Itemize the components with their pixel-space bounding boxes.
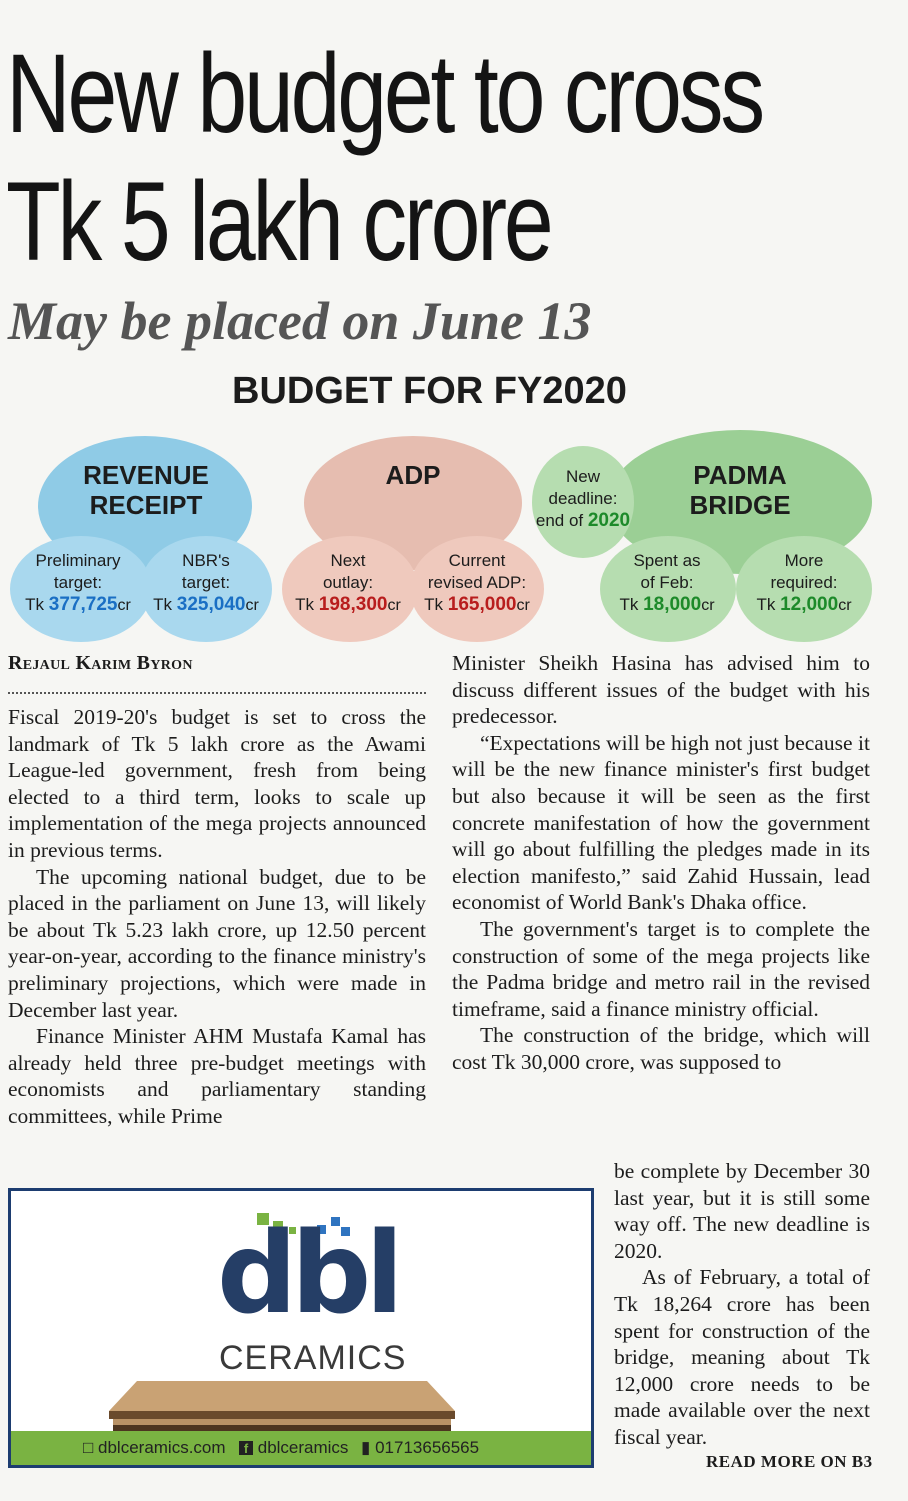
revenue-preliminary-target: Preliminary target: Tk 377,725cr (25, 551, 131, 615)
ad-brand-logo: dbl (217, 1209, 398, 1339)
paragraph: Fiscal 2019-20's budget is set to cross the landmark of Tk 5 lakh crore as the Awami League-led government, fresh from being elected to a third term, looks to scale up implementation of the mega projects announced in previous terms. (8, 705, 426, 862)
adp-next-outlay: Next outlay: Tk 198,300cr (295, 551, 401, 615)
adp-title: ADP (385, 460, 441, 490)
graphic-title: BUDGET FOR FY2020 (232, 370, 627, 412)
subheadline: May be placed on June 13 (8, 291, 592, 351)
article-column-2 (452, 650, 870, 1076)
ad-brand-sub: CERAMICS (219, 1339, 407, 1377)
revenue-nbr-target: NBR's target: Tk 325,040cr (153, 551, 259, 615)
article-column-3 (614, 1158, 870, 1451)
web-icon: □ (83, 1438, 94, 1457)
paragraph: Finance Minister AHM Mustafa Kamal has already held three pre-budget meetings with economists and parliamentary standing committees, while Prime (8, 1024, 426, 1128)
paragraph: be complete by December 30 last year, but it is still some way off. The new deadline is 2020. (614, 1159, 870, 1263)
tile-stack-image (107, 1377, 457, 1433)
revenue-title: REVENUE RECEIPT (83, 460, 209, 520)
paragraph: As of February, a total of Tk 18,264 crore has been spent for construction of the bridge, meaning about Tk 12,000 crore needs to be made available over the next fiscal year. (614, 1265, 870, 1449)
ad-web[interactable]: □ dblceramics.com (83, 1438, 226, 1457)
facebook-icon: f (239, 1441, 253, 1455)
padma-title: PADMA BRIDGE (689, 460, 791, 520)
paragraph: The government's target is to complete the construction of some of the mega projects like the Padma bridge and metro rail in the revised timeframe, said a finance ministry official. (452, 916, 870, 1021)
read-more-link[interactable]: READ MORE ON B3 (706, 1452, 873, 1471)
ad-contact-bar (11, 1431, 591, 1465)
byline: Rejaul Karim Byron (8, 652, 193, 674)
paragraph: The upcoming national budget, due to be placed in the parliament on June 13, will likely be about Tk 5.23 lakh crore, up 12.50 percent year-on-year, according to the finance ministry's preliminary projections, which were made in December last year. (8, 864, 426, 1022)
byline-divider (8, 692, 426, 694)
ad-phone[interactable]: ▮ 01713656565 (361, 1438, 480, 1457)
padma-more-required: More required: Tk 12,000cr (756, 551, 852, 615)
paragraph: Minister Sheikh Hasina has advised him to discuss different issues of the budget with his predecessor. (452, 651, 870, 729)
phone-icon: ▮ (361, 1438, 371, 1457)
dbl-ceramics-ad[interactable] (8, 1188, 594, 1468)
paragraph: The construction of the bridge, which will cost Tk 30,000 crore, was supposed to (452, 1023, 870, 1074)
ad-facebook[interactable]: f dblceramics (239, 1438, 348, 1458)
adp-current-revised: Current revised ADP: Tk 165,000cr (424, 551, 530, 615)
padma-new-deadline: New deadline: end of 2020 (535, 467, 631, 531)
padma-spent: Spent as of Feb: Tk 18,000cr (619, 551, 715, 615)
article-column-1 (8, 704, 426, 1130)
headline-line-2: Tk 5 lakh crore (6, 159, 551, 284)
headline-line-1: New budget to cross (6, 31, 762, 156)
paragraph: “Expectations will be high not just because it will be the new finance minister's first budget but also because it will be seen as the first concrete manifestation of how the government will go about fulfilling the pledges made in its election manifesto,” said Zahid Hussain, lead economist of World Bank's Dhaka office. (452, 730, 870, 915)
